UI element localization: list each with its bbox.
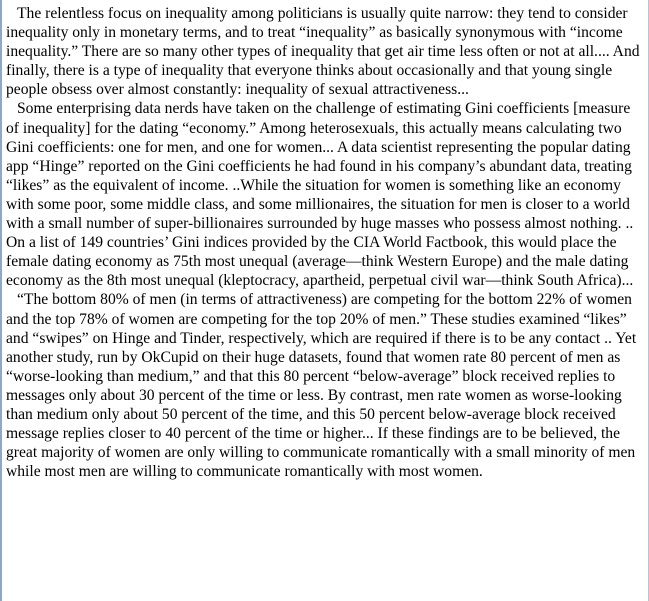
paragraph-1: The relentless focus on inequality among politicians is usually quite narrow: they tend to consider inequality only in monetary terms, and to treat “inequality” as basically synonymous with “income inequality.” There are so many other types of inequality that get air time less often or not at all.... And finally, there is a type of inequality that everyone thinks about occasionally and that young single people obsess over almost constantly: inequality of sexual attractiveness...	[6, 5, 640, 99]
paragraph-2: Some enterprising data nerds have taken on the challenge of estimating Gini coefficients [measure of inequality] for the dating “economy.” Among heterosexuals, this actually means calculating two Gini coefficients: one for men, and one for women... A data scientist representing the popular dating app “Hinge” reported on the Gini coefficients he had found in his company’s abundant data, treating “likes” as the equivalent of income. ..While the situation for women is something like an economy with some poor, some middle class, and some millionaires, the situation for men is closer to a world with a small number of super-billionaires surrounded by huge masses who possess almost nothing. .. On a list of 149 countries’ Gini indices provided by the CIA World Factbook, this would place the female dating economy as 75th most unequal (average—think Western Europe) and the male dating economy as the 8th most unequal (kleptocracy, apartheid, perpetual civil war—think South Africa)...	[6, 100, 634, 290]
page-left-border	[0, 0, 2, 601]
document-body	[6, 4, 646, 481]
paragraph-3: “The bottom 80% of men (in terms of attractiveness) are competing for the bottom 22% of women and the top 78% of women are competing for the top 20% of men.” These studies examined “likes” and “swipes” on Hinge and Tinder, respectively, which are required if there is to be any contact .. Yet another study, run by OkCupid on their huge datasets, found that women rate 80 percent of men as “worse-looking than medium,” and that this 80 percent “below-average” block received replies to messages only about 30 percent of the time or less. By contrast, men rate women as worse-looking than medium only about 50 percent of the time, and this 50 percent below-average block received message replies closer to 40 percent of the time or higher... If these findings are to be believed, the great majority of women are only willing to communicate romantically with a small minority of men while most men are willing to communicate romantically with most women.	[6, 291, 637, 481]
